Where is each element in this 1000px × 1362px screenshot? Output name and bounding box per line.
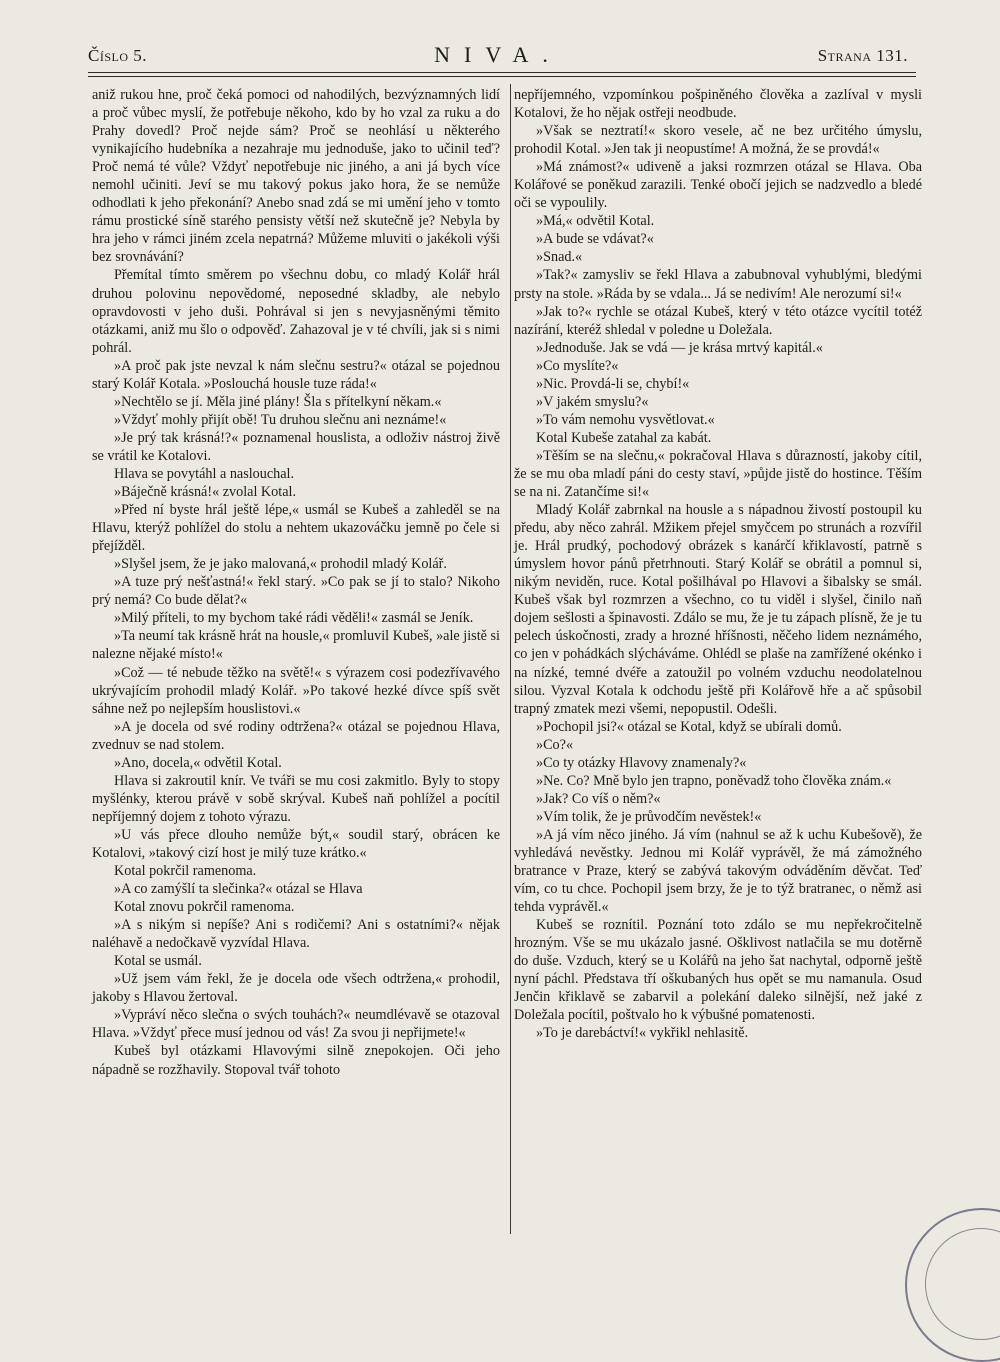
paragraph: »V jakém smyslu?« (536, 393, 649, 410)
paragraph: »A bude se vdávat?« (536, 231, 654, 248)
paragraph: »Ne. Co? Mně bylo jen trapno, poněvadž toho člověka znám.« (536, 772, 892, 789)
paragraph: »A tuze prý nešťastná!« řekl starý. »Co pak se jí to stalo? Nikoho prý nemá? Co bude dělat?« (92, 574, 500, 609)
paragraph: »Před ní byste hrál ještě lépe,« usmál se Kubeš a zahleděl se na Hlavu, kterýž pohlížel do stolu a nehtem ukazováčku jemně po čele si přejížděl. (92, 502, 500, 555)
publication-title: NIVA. (434, 42, 562, 67)
column-divider (510, 84, 511, 1234)
paragraph: »Báječně krásná!« zvolal Kotal. (114, 484, 296, 501)
paragraph: Kubeš byl otázkami Hlavovými silně znepokojen. Oči jeho nápadně se rozžhavily. Stopoval tvář tohoto (92, 1043, 500, 1078)
paragraph: »Však se neztratí!« skoro vesele, ač ne bez určitého úmyslu, prohodil Kotal. »Jen tak ji neopustíme! A možná, že se provdá!« (514, 123, 922, 158)
paragraph: »To je darebáctví!« vykřikl nehlasitě. (536, 1025, 749, 1042)
paragraph: »Jednoduše. Jak se vdá — je krása mrtvý kapitál.« (536, 339, 823, 356)
issue-number: Číslo 5. (88, 46, 148, 65)
paragraph: »U vás přece dlouho nemůže být,« soudil starý, obrácen ke Kotalovi, »takový cizí host je milý tuze krátko.« (92, 826, 500, 861)
paragraph: »Už jsem vám řekl, že je docela ode všech odtržena,« prohodil, jakoby s Hlavou žertoval. (92, 971, 500, 1006)
paragraph: Hlava si zakroutil knír. Ve tváři se mu cosi zakmitlo. Byly to stopy myšlénky, kterou právě v sobě skrýval. Kubeš naň pohlížel a pocítil nepříjemný dojem z tohoto výrazu. (92, 772, 500, 825)
paragraph: »Ta neumí tak krásně hrát na housle,« promluvil Kubeš, »ale jistě si nalezne nějaké místo!« (92, 628, 500, 663)
paragraph: »A já vím něco jiného. Já vím (nahnul se až k uchu Kubešově), že vyhledává nevěstky. Jednou mi Kolář vyprávěl, že má zámožného bratrance v Praze, který se zabývá takovým odváděním děvčat. Teď vím, co tu chce. Pochopil jsem brzy, že je to týž bratranec, o němž asi tehda vyprávěl.« (514, 826, 922, 916)
paragraph: Hlava se povytáhl a naslouchal. (114, 465, 295, 482)
paragraph: »Milý příteli, to my bychom také rádi věděli!« zasmál se Jeník. (114, 610, 474, 627)
paragraph: »Co myslíte?« (536, 357, 619, 374)
paragraph: »To vám nemohu vysvětlovat.« (536, 411, 715, 428)
left-column (92, 86, 500, 1079)
paragraph: »Snad.« (536, 249, 583, 266)
paragraph: Kotal se usmál. (114, 953, 202, 970)
paragraph: »Těším se na slečnu,« pokračoval Hlava s důrazností, jakoby cítil, že se mu oba mladí páni do cesty staví, »půjde jistě do hostince. Těším se na ni. Zatančíme si!« (514, 447, 922, 501)
paragraph: »Pochopil jsi?« otázal se Kotal, když se ubírali domů. (536, 718, 842, 735)
paragraph: »A s nikým si nepíše? Ani s rodičemi? Ani s ostatními?« nějak naléhavě a nedočkavě vyzvídal Hlava. (92, 917, 500, 952)
paragraph: »Má,« odvětil Kotal. (536, 213, 655, 230)
header-rule-thin (88, 76, 916, 77)
paragraph: »Nic. Provdá-li se, chybí!« (536, 375, 690, 392)
paragraph: Kotal znovu pokrčil ramenoma. (114, 899, 295, 916)
header-rule (88, 72, 916, 73)
paragraph: »A je docela od své rodiny odtržena?« otázal se pojednou Hlava, zvednuv se nad stolem. (92, 718, 500, 753)
paragraph: aniž rukou hne, proč čeká pomoci od nahodilých, bezvýznamných lidí a proč vůbec myslí, že potřebuje někoho, kdo by ho vzal za ruku a do Prahy dovedl? Proč nejde sám? Proč se neohlásí u některého vynikajícího hudebníka a nezahraje mu jednoduše, jako to učinil teď? Proč nemá té vůle? Vždyť nepotřebuje nic jiného, a ani já bych více nemohl učiniti. Jeví se mu takový pokus jako hora, že se nemůže odhodlati k jeho překonání? Anebo snad zdá se mi umění jeho v tomto rámu prostické síně starého pensisty větší než skutečně je? Nebyla by hra jeho v rámci jiném zcela nepatrná? Můžeme mluviti o jakékoli výši bez srovnávání? (92, 87, 500, 266)
library-stamp (905, 1208, 1000, 1362)
paragraph: Přemítal tímto směrem po všechnu dobu, co mladý Kolář hrál druhou polovinu nepovědomé, neposedné skladby, ale nebylo opravdovosti v jeho duši. Pohrával si jen s nevyjasněnými těmito otázkami, aniž mu šlo o odpověď. Zahazoval je v té chvíli, jak si s nimi pohrál. (92, 267, 500, 356)
paragraph: Kotal pokrčil ramenoma. (114, 863, 257, 880)
paragraph: »Co ty otázky Hlavovy znamenaly?« (536, 754, 747, 771)
paragraph: »Co?« (536, 736, 574, 753)
paragraph: »Jak to?« rychle se otázal Kubeš, který v této otázce vycítil totéž nazírání, kteréž shledal v poledne u Doležala. (514, 303, 922, 338)
paragraph: »Je prý tak krásná!?« poznamenal houslista, a odloživ nástroj živě se vrátil ke Kotalovi. (92, 429, 500, 464)
paragraph: Kotal Kubeše zatahal za kabát. (536, 429, 712, 446)
paragraph: »Což — té nebude těžko na světě!« s výrazem cosi podezřívavého ukrývajícím prohodil mladý Kolář. »Po takové hezké dívce spíš svět sáhne než po nejlepším houslistovi.« (92, 664, 500, 717)
paragraph: »A proč pak jste nevzal k nám slečnu sestru?« otázal se pojednou starý Kolář Kotala. »Poslouchá housle tuze ráda!« (92, 357, 500, 392)
paragraph: »Vždyť mohly přijít obě! Tu druhou slečnu ani neznáme!« (114, 411, 447, 428)
paragraph: »Slyšel jsem, že je jako malovaná,« prohodil mladý Kolář. (114, 556, 447, 573)
page-number: Strana 131. (817, 46, 908, 65)
stamp-inner-ring (925, 1228, 1000, 1340)
paragraph: »Nechtělo se jí. Měla jiné plány! Šla s přítelkyní někam.« (114, 393, 442, 410)
page-header (88, 42, 908, 72)
paragraph: »Jak? Co víš o něm?« (536, 790, 661, 807)
paragraph: »Vypráví něco slečna o svých touhách?« neumdlévavě se otazoval Hlava. »Vždyť přece musí jednou od vás! Za svou ji nepřijmete!« (92, 1007, 500, 1042)
paragraph: »Vím tolik, že je průvodčím nevěstek!« (536, 808, 762, 825)
paragraph: Mladý Kolář zabrnkal na housle a s nápadnou živostí postoupil ku předu, aby něco zahrál. Mžikem přejel smyčcem po strunách a rozvířil je. Hrál prudký, pochodový obrázek s kanárčí křiklavostí, patrně s úmyslem hovor pánů přetrhnouti. Starý Kolář se obrátil a pomnul si, nikým neviděn, ruce. Kotal pošilhával po Hlavovi a šibalsky se smál. Kubeš však byl rozmrzen a všechno, co tu viděl i slyšel, činilo naň dojem sešlosti a špinavosti. Zdálo se mu, že je tu zápach plísně, že je tu pelech úskočnosti, zrady a hrozné hříšnosti, něčeho lidem neznámého, co jen v pohádkách slýcháváme. Ohlédl se plaše na zamřížené okénko i na nízké, temné dvéře a zatoužil po volném vzduchu neodolatelnou silou. Vyzval Kotala k odchodu ještě při Kolářově hře a ač spůsobil trapný zmatek mezi všemi, nepopustil. Odešli. (514, 502, 922, 717)
paragraph: »Ano, docela,« odvětil Kotal. (114, 754, 282, 771)
paragraph: nepříjemného, vzpomínkou pošpiněného člověka a zazlíval v mysli Kotalovi, že ho nějak ostřeji neodbude. (514, 87, 922, 122)
paragraph: Kubeš se roznítil. Poznání toto zdálo se mu nepřekročitelně hrozným. Vše se mu ukázalo jasné. Ošklivost natlačila se mu dotěrně do duše. Vzduch, který se u Kolářů na jeho šat nachytal, odporně ještě nyní páchl. Představa tří oškubaných hus opět se mu namanula. Osud Jenčin křiklavě se zabarvil a polekání daleko silnější, než jaké z Doležala pocítil, poštvalo ho k výbušné pomatenosti. (514, 917, 922, 1024)
right-column (514, 86, 922, 1042)
paragraph: »A co zamýšlí ta slečinka?« otázal se Hlava (114, 881, 363, 898)
paragraph: »Má známost?« udiveně a jaksi rozmrzen otázal se Hlava. Oba Kolářové se poněkud zarazili. Tenké obočí jejich se nadzvedlo a bledé oči se vypoulily. (514, 159, 922, 212)
paragraph: »Tak?« zamysliv se řekl Hlava a zabubnoval vyhublými, bledými prsty na stole. »Ráda by se vdala... Já se nedivím! Ale nerozumí si!« (514, 267, 922, 302)
